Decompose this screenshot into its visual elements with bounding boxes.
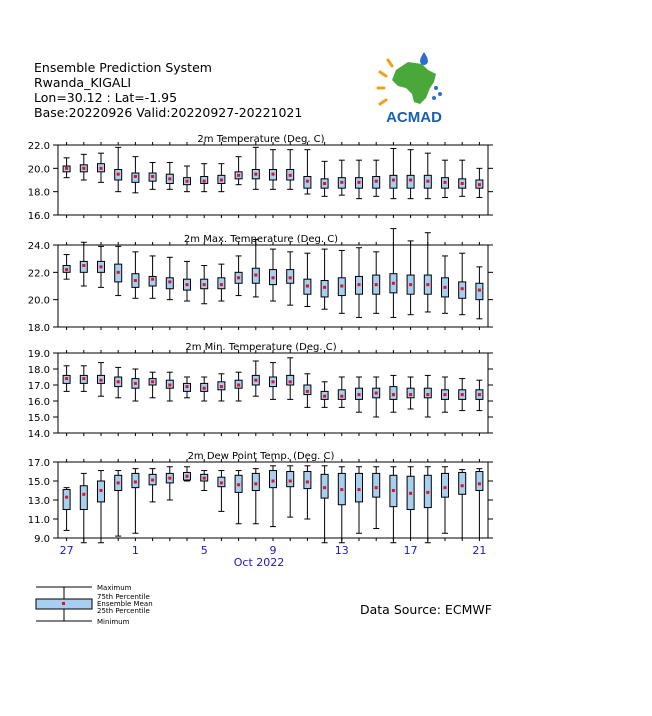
mean-marker [100,379,103,382]
mean-marker [444,286,447,289]
y-tick-label: 15.0 [27,477,50,488]
mean-marker [254,379,257,382]
mean-marker [409,283,412,286]
mean-marker [100,167,103,170]
mean-marker [272,480,275,483]
mean-marker [65,377,68,380]
mean-marker [134,382,137,385]
mean-marker [358,488,361,491]
iqr-box [459,472,466,494]
y-tick-label: 17.0 [27,381,50,392]
x-tick-label: 1 [131,544,139,557]
mean-marker [461,393,464,396]
mean-marker [65,496,68,499]
legend-mean: Ensemble Mean [97,600,153,608]
mean-marker [444,393,447,396]
iqr-box [287,375,294,385]
header-location: Rwanda_KIGALI [34,75,132,90]
mean-marker [237,174,240,177]
mean-marker [134,279,137,282]
x-tick-label: 5 [200,544,208,557]
mean-marker [289,276,292,279]
mean-marker [306,180,309,183]
y-tick-label: 14.0 [27,429,50,440]
mean-marker [306,480,309,483]
mean-marker [409,492,412,495]
y-tick-label: 20.0 [27,295,50,307]
mean-marker [65,268,68,271]
iqr-box [338,390,345,400]
mean-marker [186,385,189,388]
mean-marker [186,283,189,286]
mean-marker [220,179,223,182]
y-tick-label: 18.0 [27,323,50,334]
mean-marker [358,181,361,184]
mean-marker [306,285,309,288]
mean-marker [340,285,343,288]
mean-marker [289,480,292,483]
mean-marker [323,182,326,185]
iqr-box [287,472,294,487]
mean-marker [117,380,120,383]
mean-marker [237,483,240,486]
mean-marker [426,393,429,396]
mean-marker [340,488,343,491]
iqr-box [304,385,311,395]
logo-text: ACMAD [386,109,442,126]
mean-marker [375,283,378,286]
legend-maximum: Maximum [97,584,132,592]
mean-marker [272,380,275,383]
mean-marker [151,278,154,281]
iqr-box [270,471,277,488]
mean-marker [117,271,120,274]
x-tick-label: 13 [334,544,349,557]
y-tick-label: 11.0 [27,515,50,526]
mean-marker [254,274,257,277]
mean-marker [392,393,395,396]
iqr-box [252,473,259,490]
mean-marker [340,181,343,184]
header-title: Ensemble Prediction System [34,60,212,75]
x-tick-label: 9 [269,544,277,557]
legend-p25: 25th Percentile [97,607,150,615]
y-tick-label: 19.0 [27,349,50,360]
mean-marker [306,390,309,393]
mean-marker [168,384,171,387]
mean-marker [392,489,395,492]
iqr-box [442,473,449,497]
iqr-box [407,175,414,188]
mean-marker [375,180,378,183]
data-source: Data Source: ECMWF [360,602,492,617]
mean-marker [375,486,378,489]
mean-marker [100,489,103,492]
panel-title: 2m Min. Temperature (Deg. C) [185,342,337,353]
iqr-box [476,472,483,491]
mean-marker [323,395,326,398]
x-axis-month-label: Oct 2022 [233,556,285,569]
mean-marker [100,265,103,268]
mean-marker [203,477,206,480]
mean-marker [220,283,223,286]
y-tick-label: 18.0 [27,365,50,376]
iqr-box [304,472,311,489]
x-tick-label: 21 [472,544,487,557]
mean-marker [134,175,137,178]
mean-marker [426,283,429,286]
x-tick-label: 17 [403,544,418,557]
legend-minimum: Minimum [97,618,130,626]
mean-marker [478,482,481,485]
mean-marker [203,387,206,390]
y-tick-label: 16.0 [27,211,50,222]
iqr-box [407,388,414,398]
mean-marker [426,180,429,183]
mean-marker [186,475,189,478]
mean-marker [272,173,275,176]
iqr-box [80,486,87,510]
legend-p75: 75th Percentile [97,593,150,601]
mean-marker [409,179,412,182]
mean-marker [461,182,464,185]
mean-marker [203,283,206,286]
mean-marker [409,393,412,396]
mean-marker [220,481,223,484]
mean-marker [358,283,361,286]
mean-marker [117,481,120,484]
mean-marker [82,377,85,380]
mean-marker [168,280,171,283]
mean-marker [168,177,171,180]
mean-marker [186,180,189,183]
iqr-box [373,473,380,497]
y-tick-label: 20.0 [27,164,50,176]
mean-marker [461,484,464,487]
mean-marker [478,183,481,186]
y-tick-label: 15.0 [27,413,50,424]
mean-marker [151,380,154,383]
mean-marker [151,479,154,482]
mean-marker [392,282,395,285]
panel-title: 2m Dew Point Temp. (Deg. C) [187,451,335,462]
header-coordinates: Lon=30.12 : Lat=-1.95 [34,90,178,105]
mean-marker [323,486,326,489]
y-tick-label: 16.0 [27,397,50,408]
mean-marker [272,276,275,279]
mean-marker [323,286,326,289]
mean-marker [82,167,85,170]
mean-marker [375,392,378,395]
mean-marker [444,181,447,184]
mean-marker [340,395,343,398]
mean-marker [117,173,120,176]
mean-marker [203,180,206,183]
mean-marker [82,493,85,496]
mean-marker [444,486,447,489]
mean-marker [392,179,395,182]
mean-marker [478,393,481,396]
y-tick-label: 22.0 [27,141,50,152]
mean-marker [151,175,154,178]
mean-marker [237,276,240,279]
iqr-box [390,387,397,400]
mean-marker [220,385,223,388]
y-tick-label: 22.0 [27,268,50,280]
y-tick-label: 13.0 [27,496,50,507]
mean-marker [168,477,171,480]
mean-marker [254,482,257,485]
iqr-box [356,473,363,502]
x-tick-label: 27 [59,544,74,557]
y-tick-label: 24.0 [27,241,50,252]
iqr-box [63,490,70,510]
mean-marker [134,480,137,483]
mean-marker [478,289,481,292]
mean-marker [461,287,464,290]
y-tick-label: 9.0 [34,534,50,545]
mean-marker [289,380,292,383]
y-tick-label: 17.0 [27,458,50,469]
mean-marker [426,491,429,494]
mean-marker [237,384,240,387]
y-tick-label: 18.0 [27,187,50,199]
mean-marker [65,167,68,170]
legend-mean-marker [62,602,65,605]
mean-marker [289,174,292,177]
iqr-box [424,388,431,398]
mean-marker [358,393,361,396]
panel-title: 2m Temperature (Deg. C) [197,134,325,145]
header-base-valid: Base:20220926 Valid:20220927-20221021 [34,105,303,120]
mean-marker [82,264,85,267]
mean-marker [254,173,257,176]
panel-title: 2m Max. Temperature (Deg. C) [183,234,339,245]
iqr-box [390,175,397,188]
